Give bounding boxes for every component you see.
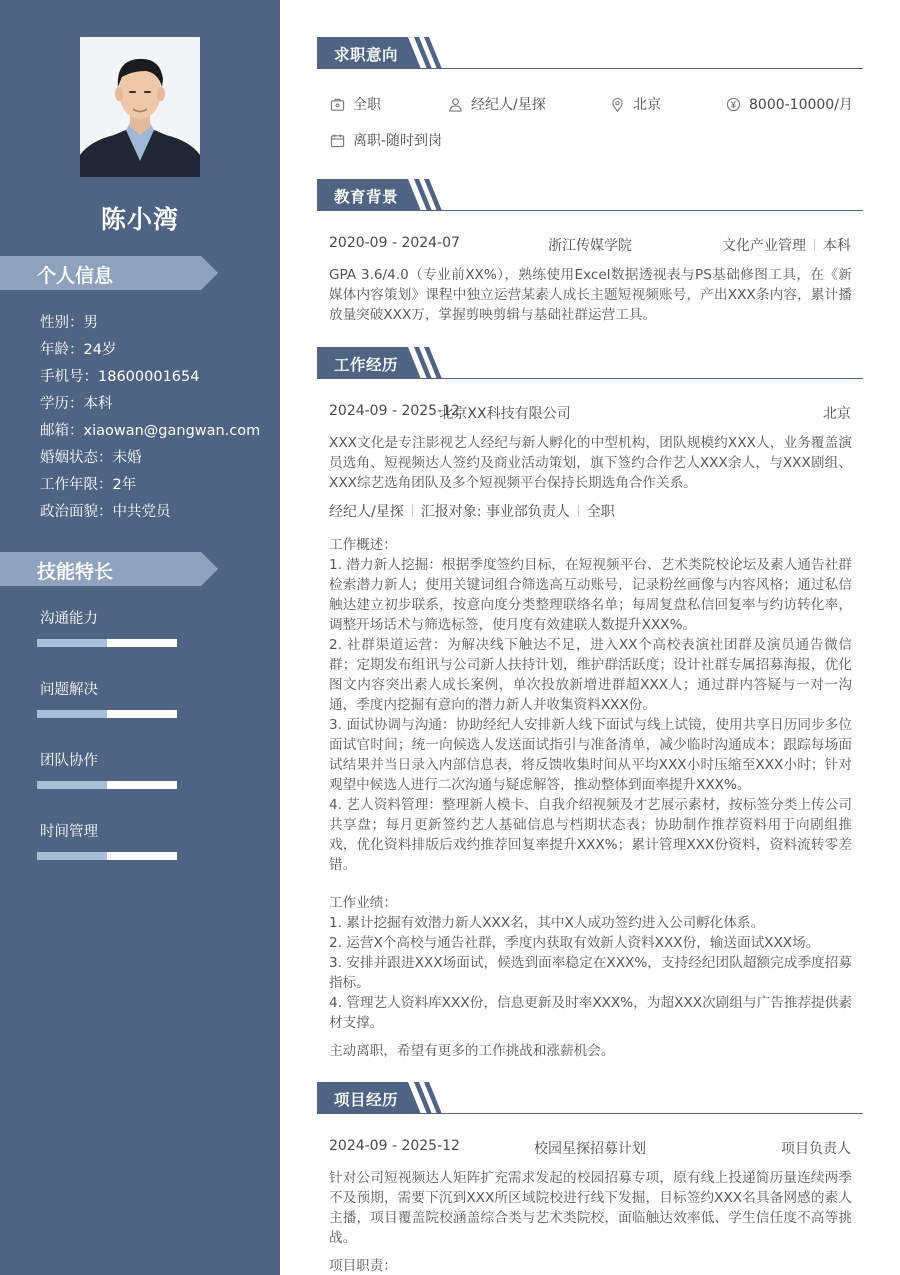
work-tags <box>329 501 615 521</box>
section-title: 项目经历 <box>334 1091 399 1109</box>
location-pin-icon <box>610 97 625 112</box>
info-political: 政治面貌：中共党员 <box>40 504 171 520</box>
info-gender: 性别：男 <box>40 315 98 331</box>
intent-city-text: 北京 <box>633 97 661 113</box>
education-school: 浙江传媒学院 <box>548 238 632 254</box>
work-role: 经纪人/星探 <box>329 504 404 520</box>
work-job-type: 全职 <box>586 504 615 520</box>
project-row <box>329 1138 851 1158</box>
user-icon <box>448 97 463 112</box>
project-period: 2024-09 - 2025-12 <box>329 1138 460 1154</box>
skill-name: 团队协作 <box>40 753 98 769</box>
info-email: 邮箱：xiaowan@gangwan.com <box>40 423 261 439</box>
skill-fill <box>37 639 107 647</box>
info-phone: 手机号：18600001654 <box>40 369 200 385</box>
main-content <box>317 0 863 1275</box>
work-company: 北京XX科技有限公司 <box>439 406 571 422</box>
project-name: 校园星探招募计划 <box>534 1141 646 1157</box>
work-achievements-label: 工作业绩： <box>329 895 397 911</box>
skill-item <box>40 749 200 770</box>
work-row <box>329 403 851 423</box>
skill-bar <box>37 852 177 860</box>
intent-position <box>448 94 546 114</box>
personal-info-title: 个人信息 <box>37 265 114 287</box>
education-period: 2020-09 - 2024-07 <box>329 235 460 251</box>
skill-item <box>40 678 200 699</box>
section-header-project <box>317 1082 863 1114</box>
skill-name: 沟通能力 <box>40 611 98 627</box>
portrait-image <box>80 37 200 177</box>
achievement-item: 4. 管理艺人资料库XXX份，信息更新及时率XXX%，为超XXX次剧组与广告推荐提供素材支撑。 <box>329 995 852 1031</box>
info-education: 学历：本科 <box>40 396 113 412</box>
personal-info-list <box>40 310 260 526</box>
project-role: 项目负责人 <box>781 1141 851 1157</box>
overview-item: 4. 艺人资料管理：整理新人模卡、自我介绍视频及才艺展示素材，按标签分类上传公司共享盘；每月更新签约艺人基础信息与档期状态表；协助制作推荐资料用于向剧组推戏，优化资料排版后戏约推荐回复率提升XXX%；累计管理XXX份资料，资料流转零差错。 <box>329 797 852 873</box>
work-overview <box>329 535 852 875</box>
avatar-photo <box>80 37 200 177</box>
skill-fill <box>37 781 107 789</box>
work-city: 北京 <box>823 406 851 422</box>
section-title: 工作经历 <box>334 356 399 374</box>
work-leave-reason: 主动离职，希望有更多的工作挑战和涨薪机会。 <box>329 1043 615 1059</box>
intent-position-text: 经纪人/星探 <box>471 97 546 113</box>
work-company-description: XXX文化是专注影视艺人经纪与新人孵化的中型机构，团队规模约XXX人，业务覆盖演员选角、短视频达人签约及商业活动策划，旗下签约合作艺人XXX余人，与XXX剧组、XXX综艺选角团队及多个短视频平台保持长期选角合作关系。 <box>329 435 852 491</box>
skill-bar <box>37 710 177 718</box>
achievement-item: 3. 安排并跟进XXX场面试，候选到面率稳定在XXX%，支持经纪团队超额完成季度招募指标。 <box>329 955 852 991</box>
education-row <box>329 235 851 255</box>
section-header-education <box>317 179 863 211</box>
overview-item: 1. 潜力新人挖掘：根据季度签约目标，在短视频平台、艺术类院校论坛及素人通告社群检索潜力新人；使用关键词组合筛选高互动账号，记录粉丝画像与内容风格；通过私信触达建立初步联系，按意向度分类整理联络名单；每周复盘私信回复率与约访转化率，调整开场话术与筛选标签，使月度有效建联人数提升XXX%。 <box>329 557 852 633</box>
skill-fill <box>37 852 107 860</box>
intent-type-text: 全职 <box>353 97 381 113</box>
project-duties-label: 项目职责： <box>329 1258 397 1274</box>
work-report-to: 汇报对象: 事业部负责人 <box>420 504 570 520</box>
project-description: 针对公司短视频达人矩阵扩充需求发起的校园招募专项，原有线上投递简历量连续两季不及预期，需要下沉到XXX所区域院校进行线下发掘，目标签约XXX名具备网感的素人主播，项目覆盖院校涵盖综合类与艺术类院校，面临触达效率低、学生信任度不高等挑战。 <box>329 1170 852 1246</box>
achievement-item: 2. 运营X个高校与通告社群，季度内获取有效新人资料XXX份，输送面试XXX场。 <box>329 935 820 951</box>
info-years: 工作年限：2年 <box>40 477 137 493</box>
section-title: 教育背景 <box>334 188 399 206</box>
overview-item: 2. 社群渠道运营：为解决线下触达不足，进入XX个高校表演社团群及演员通告微信群；定期发布组讯与公司新人扶持计划，维护群活跃度；设计社群专属招募海报，优化图文内容突出素人成长案例，单次投放新增进群超XXX人；通过群内答疑与一对一沟通，季度内挖掘有意向的潜力新人并收集资料XXX份。 <box>329 637 852 713</box>
intent-availability-text: 离职-随时到岗 <box>353 133 443 149</box>
info-age: 年龄：24岁 <box>40 342 117 358</box>
skill-bar <box>37 781 177 789</box>
skill-bar <box>37 639 177 647</box>
skill-item <box>40 607 200 628</box>
skill-name: 问题解决 <box>40 682 98 698</box>
sidebar <box>0 0 280 1275</box>
work-overview-label: 工作概述： <box>329 537 397 553</box>
skill-name: 时间管理 <box>40 824 98 840</box>
achievement-item: 1. 累计挖掘有效潜力新人XXX名，其中X人成功签约进入公司孵化体系。 <box>329 915 765 931</box>
work-achievements <box>329 893 852 1033</box>
education-degree: 本科 <box>823 238 851 254</box>
calendar-icon <box>330 133 345 148</box>
intent-availability <box>330 130 442 150</box>
section-title: 求职意向 <box>334 46 399 64</box>
intent-salary <box>726 94 853 114</box>
yen-coin-icon <box>726 97 741 112</box>
education-major-degree <box>722 235 851 255</box>
intent-city <box>610 94 661 114</box>
skills-heading <box>0 552 218 586</box>
education-description: GPA 3.6/4.0（专业前XX%），熟练使用Excel数据透视表与PS基础修图工具，在《新媒体内容策划》课程中独立运营某素人成长主题短视频账号，产出XXX条内容，累计播放量突破XXX万，掌握剪映剪辑与基础社群运营工具。 <box>329 267 852 323</box>
skill-item <box>40 820 200 841</box>
education-major: 文化产业管理 <box>722 238 806 254</box>
intent-salary-text: 8000-10000/月 <box>749 97 853 113</box>
skills-title: 技能特长 <box>37 561 114 583</box>
personal-info-heading <box>0 256 218 290</box>
skill-fill <box>37 710 107 718</box>
info-marital: 婚姻状态：未婚 <box>40 450 142 466</box>
candidate-name: 陈小湾 <box>100 205 179 234</box>
work-period: 2024-09 - 2025-12 <box>329 403 460 419</box>
section-header-work <box>317 347 863 379</box>
briefcase-icon <box>330 97 345 112</box>
intent-type <box>330 94 381 114</box>
section-header-intent <box>317 37 863 69</box>
overview-item: 3. 面试协调与沟通：协助经纪人安排新人线下面试与线上试镜，使用共享日历同步多位面试官时间；统一向候选人发送面试指引与准备清单，减少临时沟通成本；跟踪每场面试结果并当日录入内部信息表，将反馈收集时间从平均XXX小时压缩至XXX小时；针对观望中候选人进行二次沟通与疑虑解答，推动整体到面率提升XXX%。 <box>329 717 852 793</box>
